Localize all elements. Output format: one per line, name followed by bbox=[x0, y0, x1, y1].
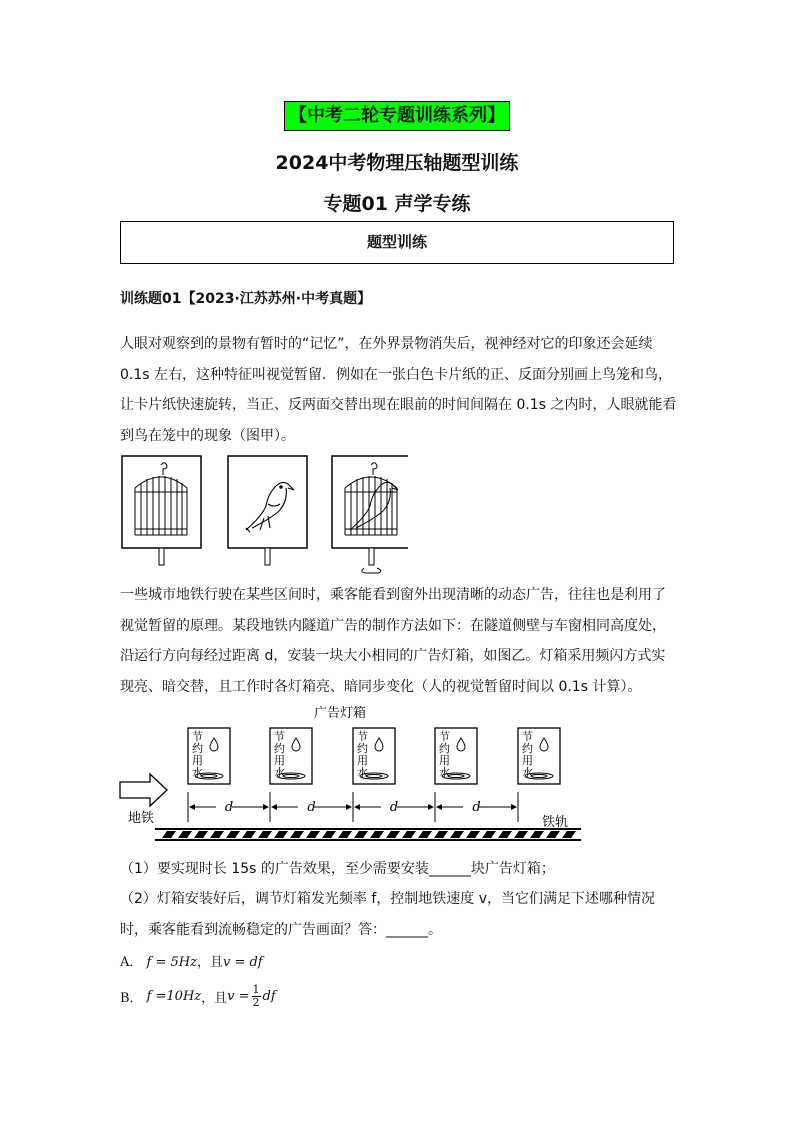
paragraph-line: 人眼对观察到的景物有暂时的“记忆”，在外界景物消失后，视神经对它的印象还会延续 bbox=[120, 336, 653, 352]
paragraph-line: 视觉暂留的原理。某段地铁内隧道广告的制作方法如下：在隧道侧壁与车窗相同高度处， bbox=[120, 617, 666, 634]
option-a-label: A． bbox=[120, 955, 143, 970]
option-b-v: v = bbox=[227, 989, 250, 1004]
rail-tie bbox=[546, 831, 560, 838]
lightbox-char: 用 bbox=[522, 754, 533, 767]
rail-tie bbox=[162, 831, 176, 838]
paragraph-line: 现亮、暗交替，且工作时各灯箱亮、暗同步变化（人的视觉暂留时间以 0.1s 计算）。 bbox=[120, 678, 642, 695]
rail-tie bbox=[450, 831, 464, 838]
option-a-sep: ，且 bbox=[196, 955, 223, 970]
distance-label: d bbox=[389, 800, 399, 815]
question-heading: 训练题01【2023·江苏苏州·中考真题】 bbox=[120, 291, 372, 307]
lightbox-char: 约 bbox=[274, 742, 285, 755]
lightbox-char: 节 bbox=[357, 730, 368, 743]
rail-tie bbox=[210, 831, 224, 838]
rail-tie bbox=[562, 831, 576, 838]
series-tag: 【中考二轮专题训练系列】 bbox=[284, 101, 510, 131]
distance-label: d bbox=[224, 800, 234, 815]
lightbox-char: 水 bbox=[274, 766, 285, 779]
paragraph-1 bbox=[120, 329, 680, 451]
fraction-denominator: 2 bbox=[252, 996, 260, 1009]
question-1: （1）要实现时长 15s 的广告效果，至少需要安装______块广告灯箱； bbox=[120, 861, 555, 877]
rail-tie bbox=[274, 831, 288, 838]
paragraph-line: 到鸟在笼中的现象（图甲）。 bbox=[120, 427, 295, 444]
rail-tie bbox=[418, 831, 432, 838]
rail-tie bbox=[178, 831, 192, 838]
cage-card bbox=[122, 456, 201, 565]
paragraph-line: 0.1s 左右，这种特征叫视觉暂留．例如在一张白色卡片纸的正、反面分别画上鸟笼和鸟， bbox=[120, 366, 673, 383]
option-b-tail: df bbox=[262, 989, 276, 1004]
rail-tie bbox=[386, 831, 400, 838]
lightbox-char: 约 bbox=[439, 742, 450, 755]
question-2-line-1: （2）灯箱安装好后，调节灯箱发光频率 f，控制地铁速度 v，当它们满足下述哪种情况 bbox=[120, 891, 656, 907]
paragraph-line: 一些城市地铁行驶在某些区间时，乘客能看到窗外出现清晰的动态广告，往往也是利用了 bbox=[120, 587, 666, 603]
lightbox-label: 广告灯箱 bbox=[313, 706, 367, 721]
lightbox-char: 水 bbox=[357, 766, 368, 779]
rail-tie bbox=[530, 831, 544, 838]
option-b-sep: ，且 bbox=[201, 991, 228, 1006]
paragraph-line: 让卡片纸快速旋转，当正、反两面交替出现在眼前的时间间隔在 0.1s 之内时，人眼就能看 bbox=[120, 397, 677, 413]
lightbox bbox=[353, 728, 395, 784]
lightbox bbox=[518, 728, 560, 784]
fraction-numerator: 1 bbox=[252, 983, 260, 996]
rail-tie bbox=[482, 831, 496, 838]
rail-tie bbox=[354, 831, 368, 838]
rail-tie bbox=[242, 831, 256, 838]
lightbox bbox=[435, 728, 477, 784]
direction-arrow-icon bbox=[120, 774, 167, 806]
lightbox-char: 用 bbox=[274, 754, 285, 767]
figure-2-lightboxes bbox=[115, 700, 590, 850]
option-a-frequency: f = 5Hz bbox=[146, 955, 197, 970]
train-label: 地铁 bbox=[128, 811, 155, 826]
question-2-line-2: 时，乘客能看到流畅稳定的广告画面？答：______。 bbox=[120, 922, 442, 938]
rail-tie bbox=[466, 831, 480, 838]
lightbox-char: 约 bbox=[522, 742, 533, 755]
rail-tie bbox=[338, 831, 352, 838]
rail-tie bbox=[306, 831, 320, 838]
bird-in-cage-card bbox=[332, 456, 408, 573]
rail-tie bbox=[194, 831, 208, 838]
option-b[interactable] bbox=[120, 984, 276, 1009]
rail-tie bbox=[498, 831, 512, 838]
option-a-relation: v = df bbox=[222, 955, 263, 970]
rail-tie bbox=[322, 831, 336, 838]
rail-tie bbox=[258, 831, 272, 838]
option-b-fraction bbox=[252, 984, 261, 1009]
lightbox-char: 节 bbox=[522, 730, 533, 743]
rail-tie bbox=[226, 831, 240, 838]
lightbox bbox=[270, 728, 312, 784]
section-box: 题型训练 bbox=[120, 221, 674, 264]
paragraph-line: 沿运行方向每经过距离 d，安装一块大小相同的广告灯箱，如图乙。灯箱采用频闪方式实 bbox=[120, 648, 666, 664]
lightbox-char: 用 bbox=[192, 754, 203, 767]
lightbox-char: 用 bbox=[439, 754, 450, 767]
lightbox-char: 节 bbox=[192, 730, 203, 743]
figure-1-cards bbox=[118, 452, 408, 578]
rail-label: 铁轨 bbox=[542, 815, 569, 830]
rail-tie bbox=[402, 831, 416, 838]
option-a[interactable] bbox=[120, 951, 263, 970]
lightbox-char: 节 bbox=[274, 730, 285, 743]
lightbox-char: 水 bbox=[192, 766, 203, 779]
distance-label: d bbox=[307, 800, 316, 815]
lightbox-char: 水 bbox=[439, 766, 450, 779]
rail-tie bbox=[514, 831, 528, 838]
lightbox-char: 约 bbox=[357, 742, 368, 755]
option-b-label: B． bbox=[120, 991, 143, 1006]
document-subtitle: 专题01 声学专练 bbox=[323, 193, 471, 215]
rail-tie bbox=[290, 831, 304, 838]
distance-label: d bbox=[472, 800, 481, 815]
lightbox-char: 节 bbox=[439, 730, 450, 743]
document-title: 2024中考物理压轴题型训练 bbox=[275, 152, 519, 174]
lightbox bbox=[188, 728, 230, 784]
lightbox-char: 用 bbox=[357, 754, 368, 767]
paragraph-2 bbox=[120, 580, 680, 702]
lightbox-char: 约 bbox=[192, 742, 203, 755]
rail-tie bbox=[434, 831, 448, 838]
rail-tie bbox=[370, 831, 384, 838]
bird-card bbox=[228, 456, 307, 565]
lightbox-char: 水 bbox=[522, 766, 533, 779]
option-b-frequency: f =10Hz bbox=[146, 989, 202, 1004]
